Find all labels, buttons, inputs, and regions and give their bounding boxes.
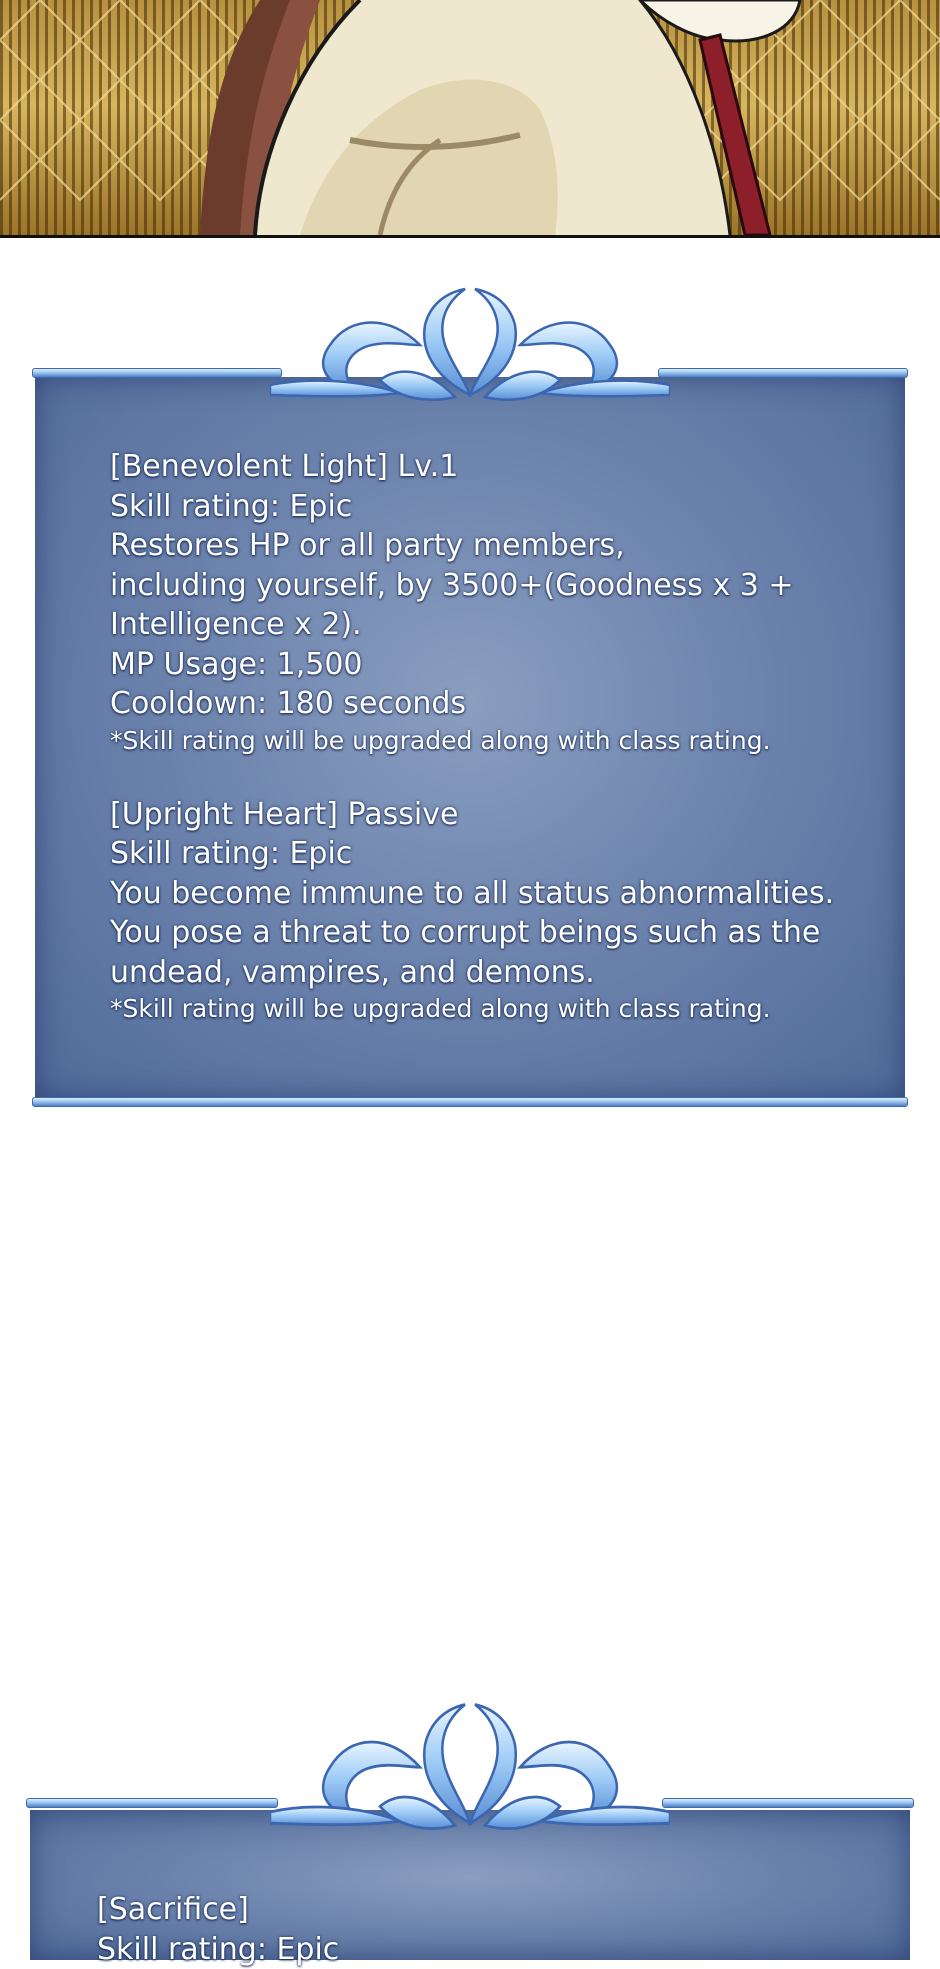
skill-window-2-top-rail-right xyxy=(662,1798,914,1808)
skill-window-1-top-rail-right xyxy=(658,368,908,378)
skill-rating: Skill rating: Epic xyxy=(97,1930,339,1969)
skill-description-line: You pose a threat to corrupt beings such as the xyxy=(110,913,834,953)
skill-window-1-top-rail-left xyxy=(32,368,282,378)
skill-window-1 xyxy=(0,285,940,1115)
skill-window-1-text xyxy=(110,447,834,1025)
skill-mp-usage: MP Usage: 1,500 xyxy=(110,645,834,685)
skill-window-2-top-rail-left xyxy=(26,1798,278,1808)
comic-panel-top xyxy=(0,0,940,238)
skill-rating: Skill rating: Epic xyxy=(110,487,834,527)
skill-description-line: Restores HP or all party members, xyxy=(110,526,834,566)
skill-window-1-bottom-rail xyxy=(32,1097,908,1107)
skill-window-2 xyxy=(0,1700,940,1960)
character-artwork xyxy=(0,0,940,235)
skill-title: [Sacrifice] xyxy=(97,1890,339,1930)
skill-title: [Benevolent Light] Lv.1 xyxy=(110,447,834,487)
skill-window-2-text xyxy=(97,1890,339,1969)
skill-description-line: undead, vampires, and demons. xyxy=(110,953,834,993)
skill-title: [Upright Heart] Passive xyxy=(110,795,834,835)
skill-window-2-ornament-icon xyxy=(270,1700,670,1840)
skill-note: *Skill rating will be upgraded along with class rating. xyxy=(110,724,834,757)
skill-note: *Skill rating will be upgraded along with class rating. xyxy=(110,992,834,1025)
skill-rating: Skill rating: Epic xyxy=(110,834,834,874)
skill-description-line: Intelligence x 2). xyxy=(110,605,834,645)
skill-cooldown: Cooldown: 180 seconds xyxy=(110,684,834,724)
skill-window-1-ornament-icon xyxy=(270,285,670,410)
skill-description-line: You become immune to all status abnormalities. xyxy=(110,874,834,914)
skill-description-line: including yourself, by 3500+(Goodness x 3 + xyxy=(110,566,834,606)
